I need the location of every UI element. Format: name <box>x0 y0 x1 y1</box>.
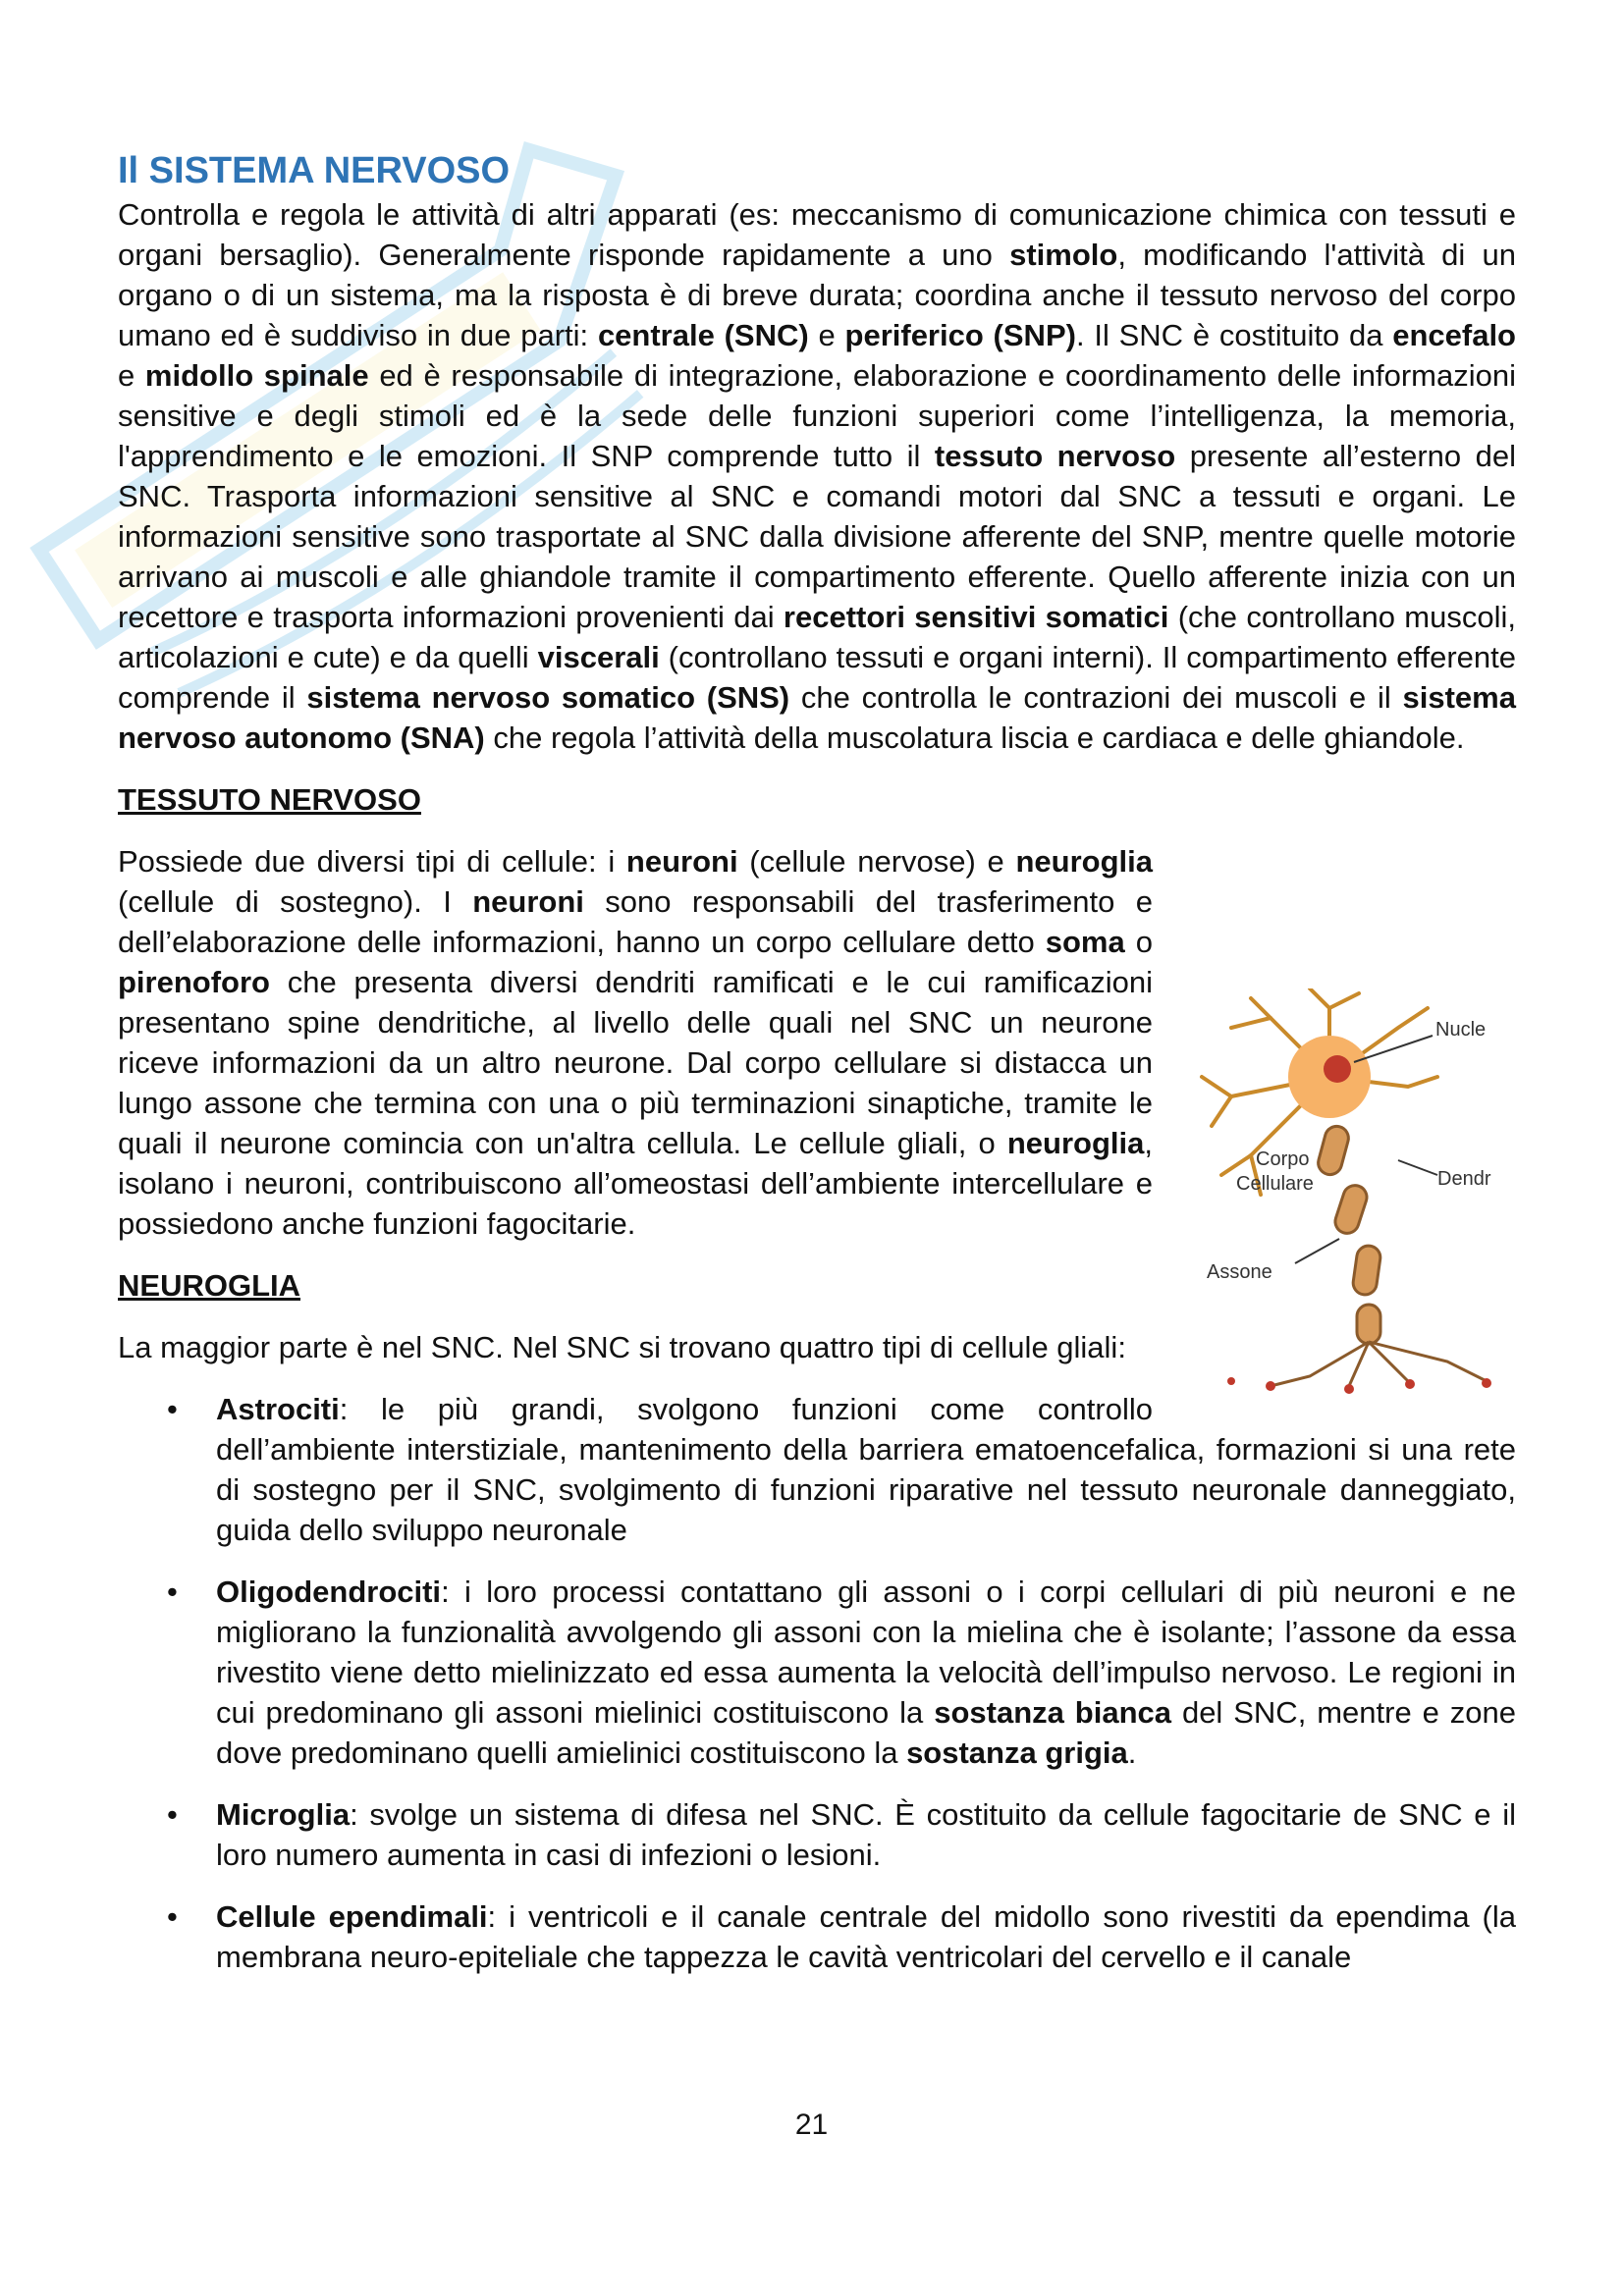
synaptic-bouton <box>1482 1378 1491 1388</box>
text-run: presente all’esterno del SNC. Trasporta informazioni sensitive al SNC e comandi motori dal SNC a tessuti e organi. Le informazioni sensitive sono trasportate al SNC dalla divisione afferente del SNP, mentre quelle motorie arrivano ai muscoli e alle ghiandole tramite il compartimento efferente. Quello afferente inizia con un recettore e trasporta informazioni provenienti dai <box>118 439 1517 634</box>
glial-cell-list <box>118 1389 1516 1977</box>
axon-terminal <box>1271 1342 1369 1386</box>
label-line <box>1398 1160 1437 1175</box>
dendrite <box>1231 1018 1271 1028</box>
text-run: : svolge un sistema di difesa nel SNC. È costituito da cellule fagocitarie de SNC e il loro numero aumenta in casi di infezioni o lesioni. <box>216 1797 1516 1872</box>
text-run: che presenta diversi dendriti ramificati e le cui ramificazioni presentano spine dendritiche, al livello delle quali nel SNC un neurone riceve informazioni da un altro neurone. Dal corpo cellulare si distacca un lungo assone che termina con una o più terminazioni sinaptiche, tramite le quali il neurone comincia con un'altra cellula. Le cellule gliali, o <box>118 965 1153 1160</box>
text-run: che regola l’attività della muscolatura liscia e cardiaca e delle ghiandole. <box>484 721 1465 755</box>
bold-term: viscerali <box>537 640 660 674</box>
myelin-sheath <box>1352 1245 1382 1297</box>
list-item-oligodendrociti <box>118 1572 1516 1773</box>
list-item-microglia <box>118 1794 1516 1875</box>
bold-term: tessuto nervoso <box>934 439 1176 473</box>
text-run: (che controllano muscoli, articolazioni e cute) e da quelli <box>118 600 1516 674</box>
text-run: Controlla e regola le attività di altri apparati (es: meccanismo di comunicazione chimica con tessuti e organi bersaglio). Generalmente risponde rapidamente a uno <box>118 197 1516 272</box>
text-run: . <box>1127 1735 1137 1770</box>
synaptic-bouton <box>1227 1377 1235 1385</box>
bold-term: Cellule ependimali <box>216 1899 488 1934</box>
myelin-sheath <box>1316 1124 1351 1178</box>
text-run: e <box>808 318 845 352</box>
bold-term: encefalo <box>1392 318 1516 352</box>
bold-term: recettori sensitivi somatici <box>783 600 1169 634</box>
text-run: , modificando l'attività di un organo o di un sistema, ma la risposta è di breve durata; coordina anche il tessuto nervoso del corpo umano ed è suddiviso in due parti: <box>118 238 1516 352</box>
bold-term: neuroglia <box>1006 1126 1145 1160</box>
text-run: del SNC, mentre e zone dove predominano quelli amielinici costituiscono la <box>216 1695 1517 1770</box>
text-run: o <box>1124 925 1153 959</box>
bold-term: sistema nervoso autonomo (SNA) <box>118 680 1516 755</box>
label-cell-body-2: Cellulare <box>1236 1173 1314 1195</box>
synaptic-bouton <box>1405 1379 1415 1389</box>
bold-term: Astrociti <box>216 1392 340 1426</box>
label-axon: Assone <box>1207 1261 1272 1283</box>
bold-term: soma <box>1045 925 1125 959</box>
myelin-sheath <box>1332 1183 1370 1237</box>
bold-term: sostanza bianca <box>934 1695 1172 1730</box>
dendrite <box>1329 993 1359 1008</box>
text-run: : i ventricoli e il canale centrale del midollo sono rivestiti da ependima (la membrana neuro-epiteliale che tappezza le cavità ventricolari del cervello e il canale <box>216 1899 1516 1974</box>
text-run: Possiede due diversi tipi di cellule: i <box>118 844 626 879</box>
nucleus-dot <box>1324 1055 1351 1083</box>
bold-term: pirenoforo <box>118 965 270 999</box>
bold-term: neuroni <box>625 844 738 879</box>
intro-paragraph <box>118 194 1516 758</box>
text-run: ed è responsabile di integrazione, elaborazione e coordinamento delle informazioni sensitive e degli stimoli ed è la sede delle funzioni superiori come l’intelligenza, la memoria, l'apprendimento e le emozioni. Il SNP comprende tutto il <box>118 358 1516 473</box>
bold-term: stimolo <box>1009 238 1118 272</box>
bold-term: midollo spinale <box>144 358 369 393</box>
dendrite <box>1212 1096 1231 1126</box>
myelin-sheath <box>1357 1305 1380 1344</box>
label-nucleus: Nucle <box>1435 1019 1487 1041</box>
section-heading-tessuto: TESSUTO NERVOSO <box>118 782 421 817</box>
text-run: : le più grandi, svolgono funzioni come controllo dell’ambiente interstiziale, mantenimento della barriera ematoencefalica, formazioni si una rete di sostegno per il SNC, svolgimento di funzioni riparative nel tessuto neuronale danneggiato, guida dello sviluppo neuronale <box>216 1392 1516 1547</box>
tessuto-text <box>118 844 1153 1241</box>
bold-term: periferico (SNP) <box>844 318 1076 352</box>
bold-term: sostanza grigia <box>906 1735 1128 1770</box>
page-title: Il SISTEMA NERVOSO <box>118 150 511 191</box>
page-content <box>118 147 1516 1999</box>
text-run: (cellule nervose) e <box>737 844 1016 879</box>
bold-term: Microglia <box>216 1797 351 1832</box>
neuron-diagram <box>1192 988 1516 1401</box>
text-run: che controlla le contrazioni dei muscoli e il <box>789 680 1403 715</box>
page-number: 21 <box>794 2109 829 2141</box>
label-dendrites: Dendr <box>1437 1168 1491 1190</box>
text-run: : i loro processi contattano gli assoni o i corpi cellulari di più neuroni e ne migliorano la funzionalità avvolgendo gli assoni con la mielina che è isolante; l’assone da essa rivestito viene detto mielinizzato ed essa aumenta la velocità dell’impulso nervoso. Le regioni in cui predominano gli assoni mielinici costituiscono la <box>216 1575 1516 1730</box>
bold-term: centrale (SNC) <box>597 318 809 352</box>
text-run: . Il SNC è costituito da <box>1075 318 1393 352</box>
list-item-ependimali <box>118 1896 1516 1977</box>
neuroglia-intro: La maggior parte è nel SNC. Nel SNC si trovano quattro tipi di cellule gliali: <box>118 1330 1126 1364</box>
bold-term: Oligodendrociti <box>216 1575 442 1609</box>
bold-term: sistema nervoso somatico (SNS) <box>306 680 790 715</box>
section-heading-neuroglia: NEUROGLIA <box>118 1268 300 1303</box>
text-run: (cellule di sostegno). I <box>118 884 473 919</box>
label-line <box>1295 1239 1339 1263</box>
text-run: e <box>118 358 145 393</box>
text-run: sono responsabili del trasferimento e dell’elaborazione delle informazioni, hanno un corpo cellulare detto <box>118 884 1153 959</box>
bold-term: neuroglia <box>1015 844 1153 879</box>
text-run: , isolano i neuroni, contribuiscono all’omeostasi dell’ambiente intercellulare e possiedono anche funzioni fagocitarie. <box>118 1126 1153 1241</box>
text-run: (controllano tessuti e organi interni). Il compartimento efferente comprende il <box>118 640 1516 715</box>
bold-term: neuroni <box>472 884 584 919</box>
list-item-astrociti <box>118 1389 1516 1550</box>
label-cell-body-1: Corpo <box>1256 1148 1310 1170</box>
tessuto-paragraph <box>118 841 1516 1283</box>
